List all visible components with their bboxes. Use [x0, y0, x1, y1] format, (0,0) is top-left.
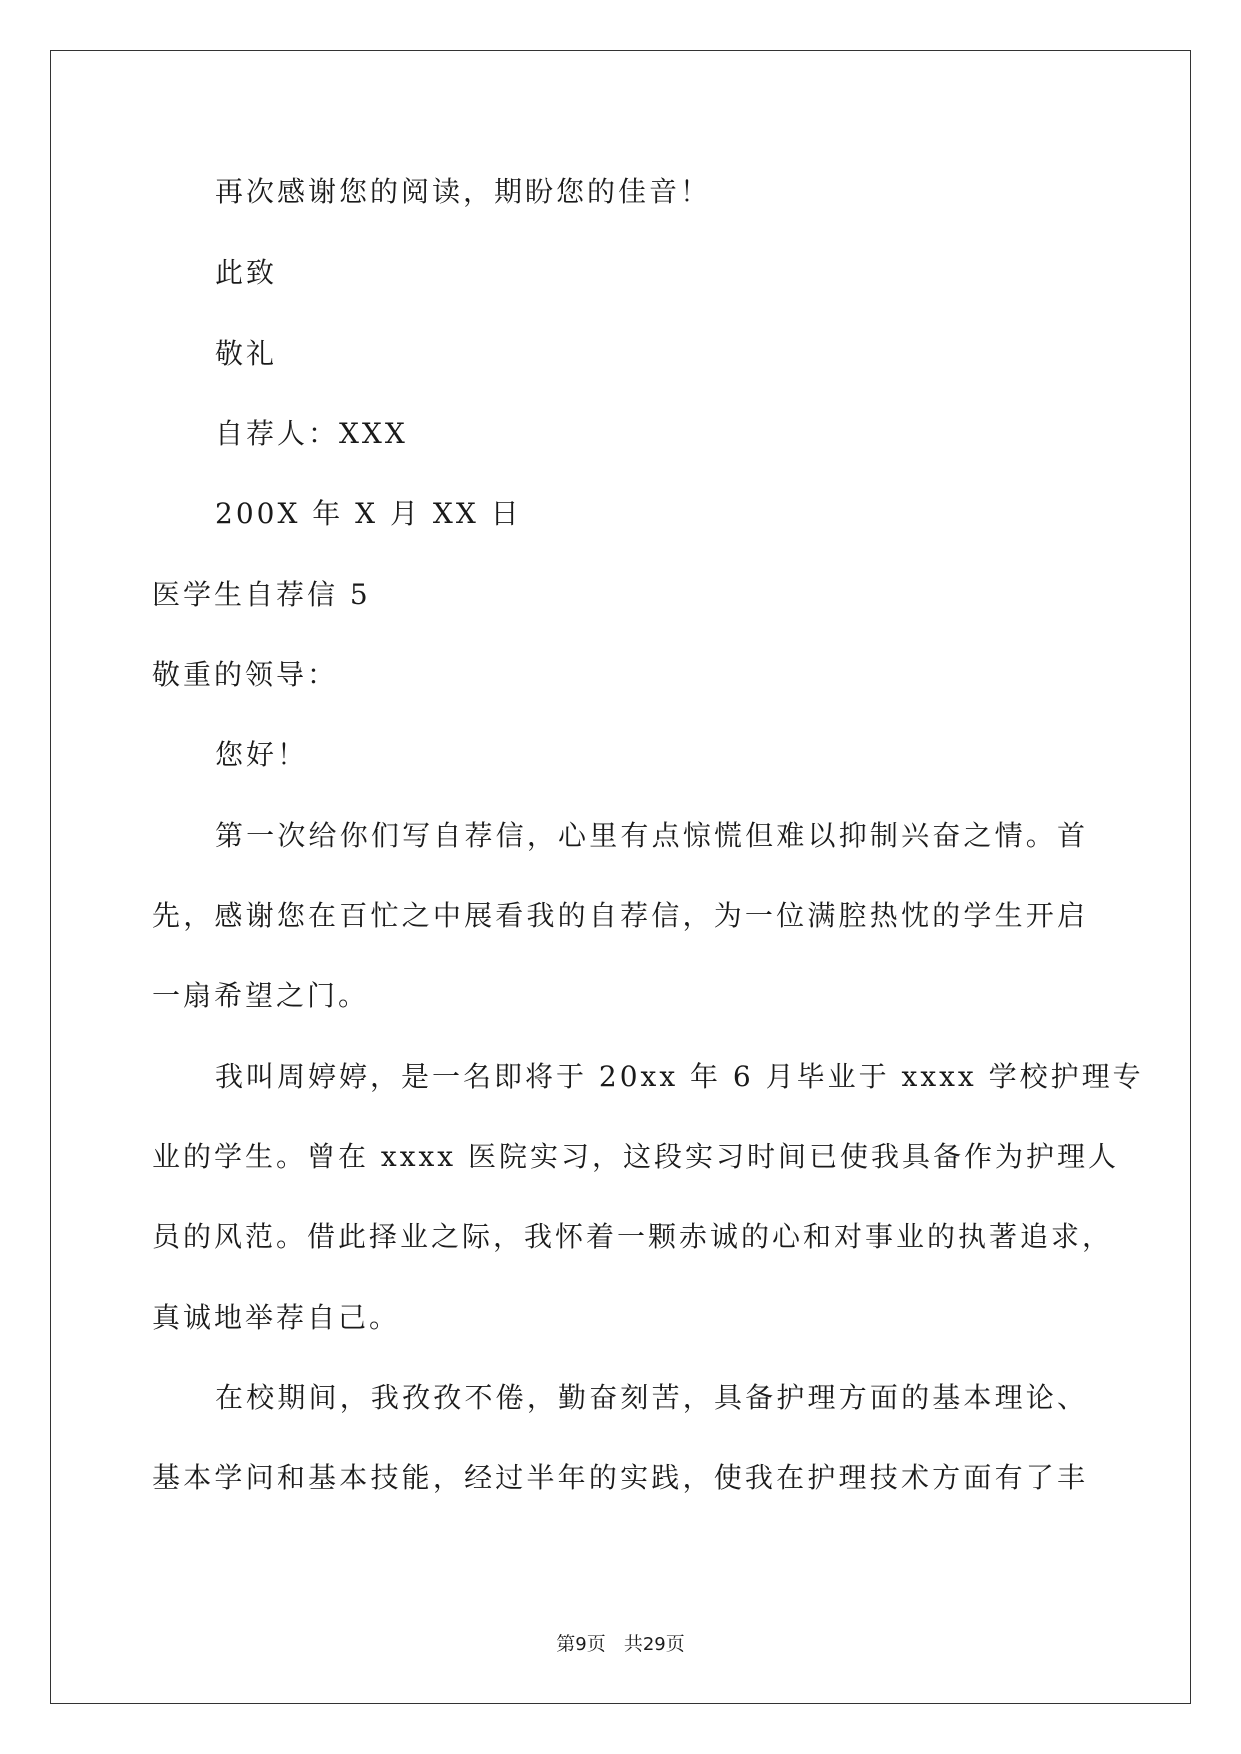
para1-line: 一扇希望之门。	[152, 979, 370, 1012]
closing-salute-2: 敬礼	[215, 337, 278, 370]
page-footer	[0, 1632, 1241, 1657]
total-prefix: 共	[623, 1633, 643, 1655]
para1-line: 先，感谢您在百忙之中展看我的自荐信，为一位满腔热忱的学生开启	[152, 899, 1088, 932]
page-frame	[50, 50, 1191, 1704]
para3-line: 在校期间，我孜孜不倦，勤奋刻苦，具备护理方面的基本理论、	[215, 1381, 1088, 1414]
letter-greeting: 敬重的领导：	[152, 658, 339, 691]
closing-date: 200X 年 X 月 XX 日	[215, 497, 522, 530]
para2-line: 我叫周婷婷，是一名即将于 20xx 年 6 月毕业于 xxxx 学校护理专	[215, 1060, 1144, 1093]
para2-line: 真诚地举荐自己。	[152, 1301, 401, 1334]
para1-line: 第一次给你们写自荐信，心里有点惊慌但难以抑制兴奋之情。首	[215, 819, 1088, 852]
letter-hello: 您好！	[215, 738, 309, 771]
closing-thanks: 再次感谢您的阅读，期盼您的佳音！	[215, 175, 712, 208]
para2-line: 员的风范。借此择业之际，我怀着一颗赤诚的心和对事业的执著追求，	[152, 1220, 1114, 1253]
total-suffix: 页	[665, 1633, 685, 1655]
page-suffix: 页	[586, 1633, 606, 1655]
para3-line: 基本学问和基本技能，经过半年的实践，使我在护理技术方面有了丰	[152, 1461, 1088, 1494]
page-prefix: 第	[556, 1633, 576, 1655]
closing-signer: 自荐人：XXX	[215, 417, 408, 450]
total-pages: 29	[642, 1634, 666, 1655]
closing-salute-1: 此致	[215, 256, 278, 289]
page-number: 9	[575, 1634, 587, 1655]
letter-title: 医学生自荐信 5	[152, 578, 371, 611]
para2-line: 业的学生。曾在 xxxx 医院实习，这段实习时间已使我具备作为护理人	[152, 1140, 1119, 1173]
